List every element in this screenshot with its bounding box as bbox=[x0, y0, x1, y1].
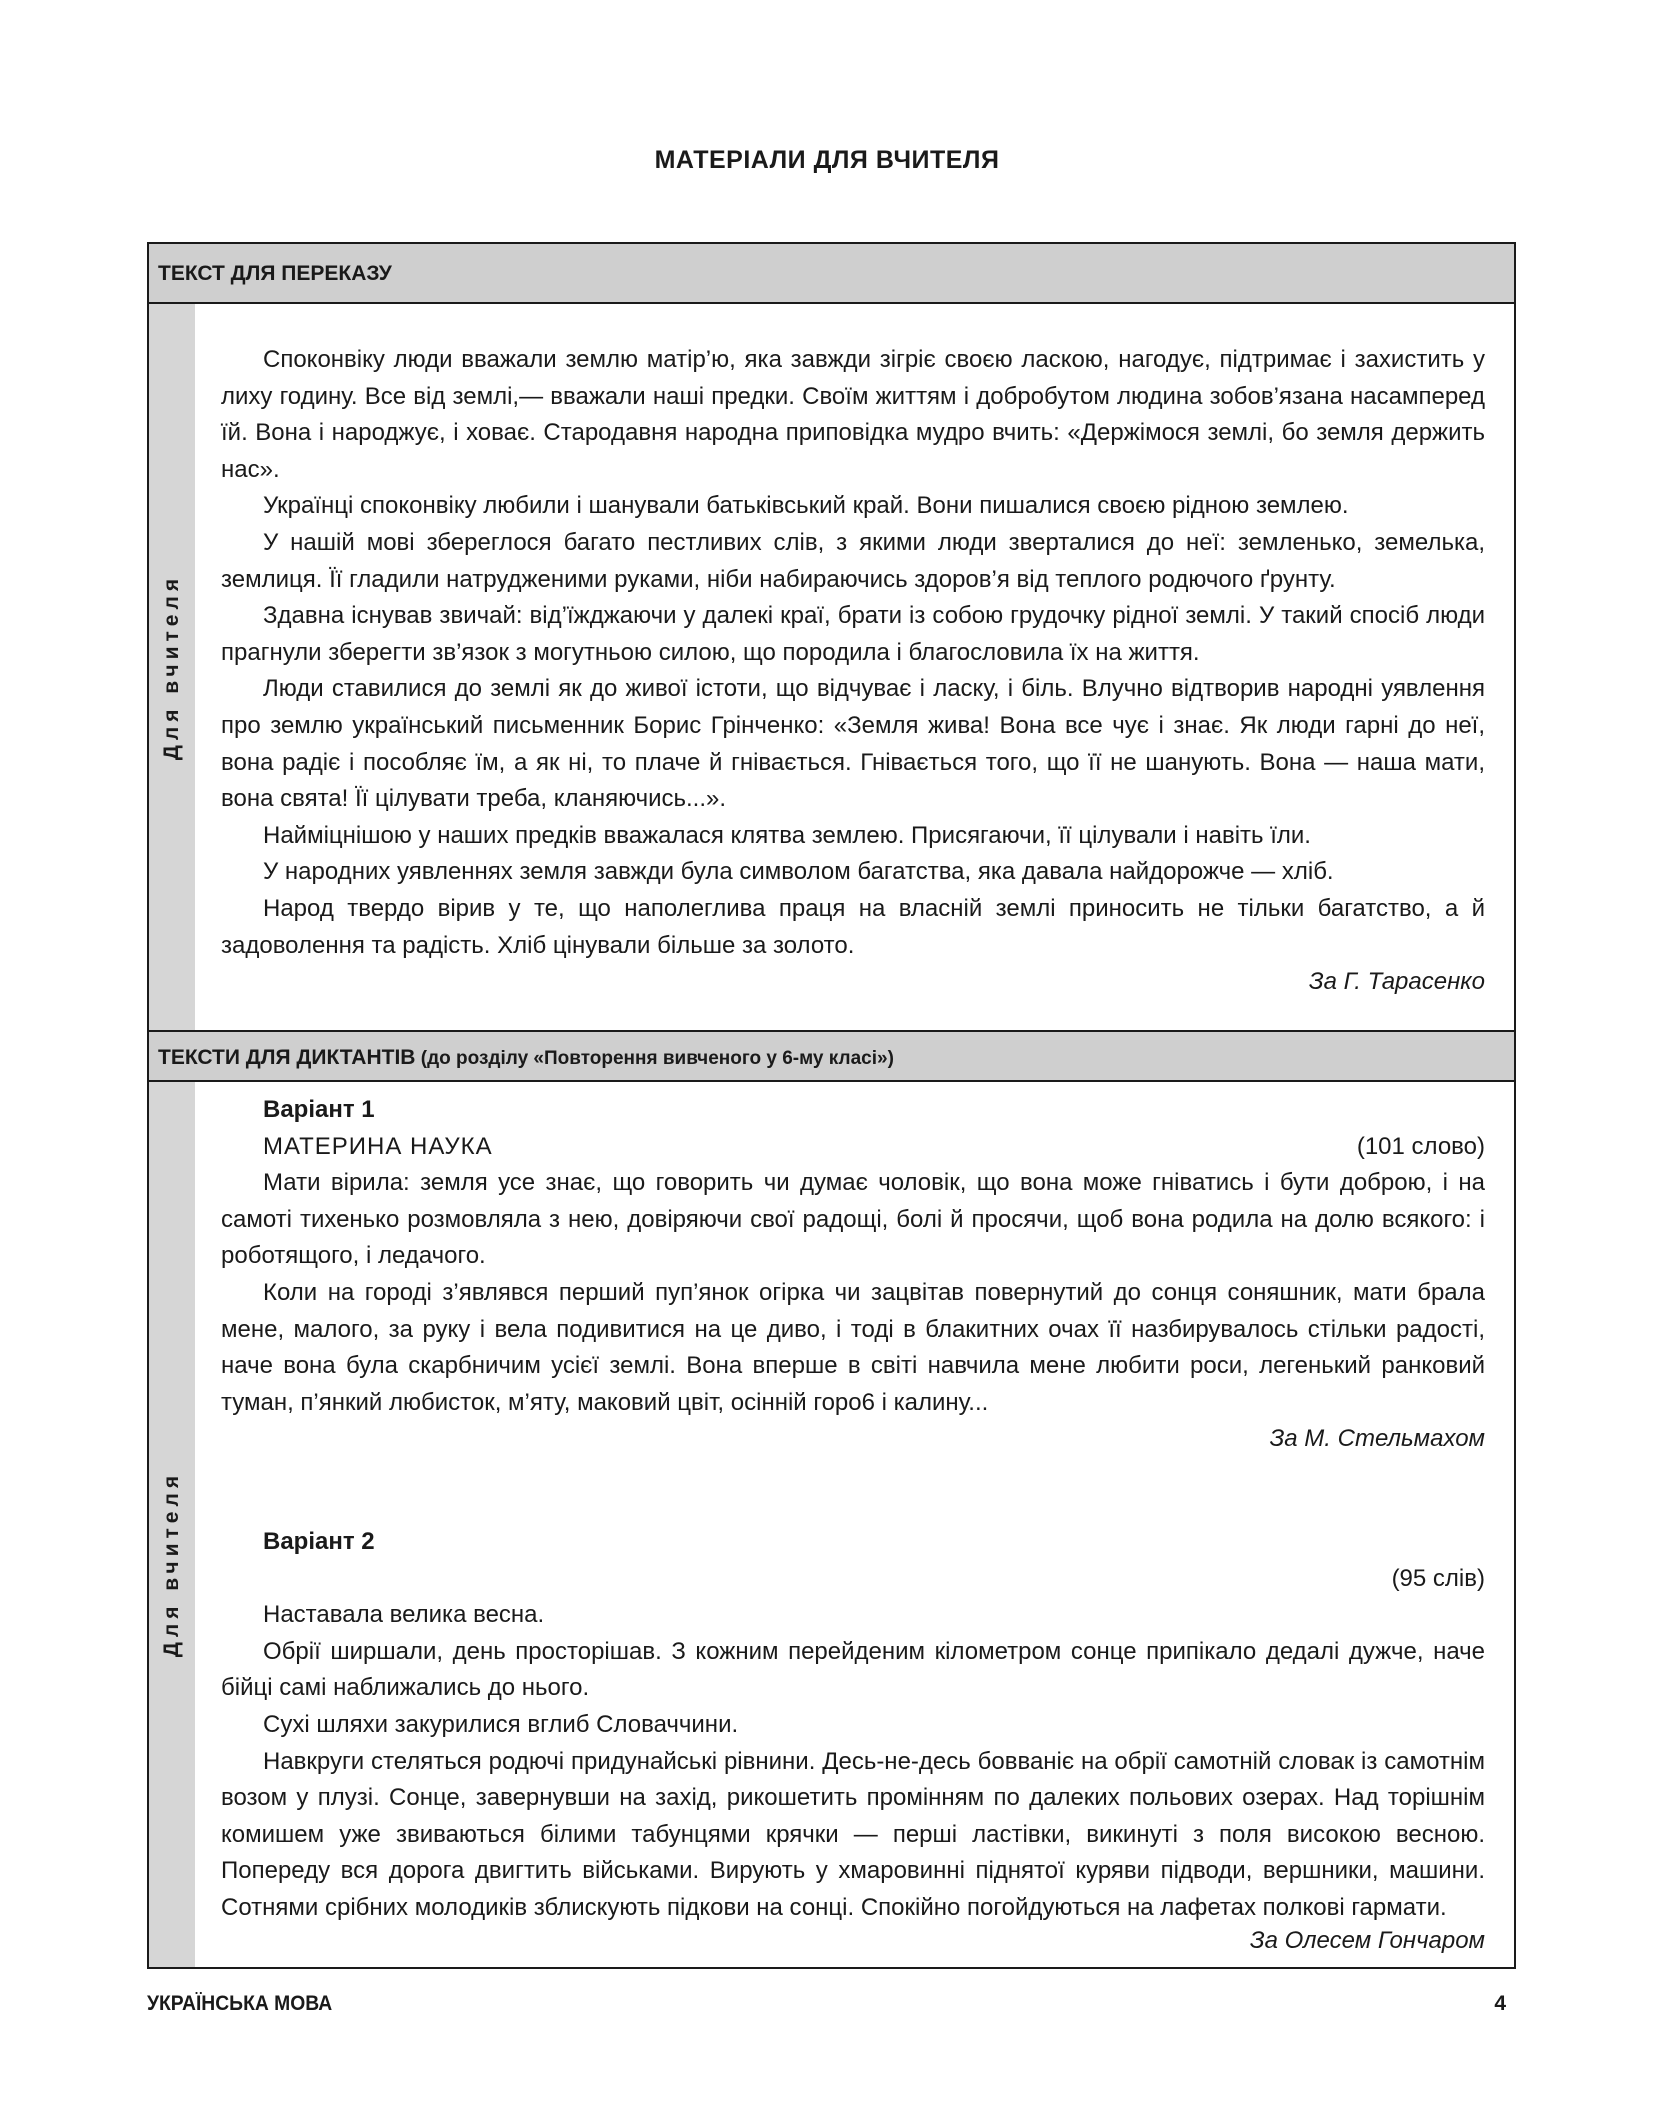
retelling-side-label: Для вчителя bbox=[160, 573, 183, 761]
variant2-paragraph: Наставала велика весна. bbox=[263, 1601, 545, 1629]
page-number: 4 bbox=[1494, 1992, 1506, 2015]
variant2-block bbox=[221, 1524, 1485, 1959]
dictations-header-title: ТЕКСТИ ДЛЯ ДИКТАНТІВ bbox=[158, 1046, 416, 1069]
variant2-paragraph: Навкруги стеляться родючі придунайські рівнини. Десь-не-десь бовваніє на обрії самотній словак із самотнім возом у плузі. Сонце, завернувши на захід, рикошетить промінням по далеких польових озерах. Над торішнім комишем уже звиваються білими табунцями крячки — перші ластівки, викинуті з поля високою весною. Попереду вся дорога двигтить військами. Вирують у хмаровинні піднятої куряви підводи, вершники, машини. Сотнями срібних молодиків зблискують підкови на сонці. Спокійно погойдуються на лафетах полкові гармати. bbox=[221, 1747, 1485, 1921]
dictations-side-strip bbox=[149, 1082, 195, 1967]
variant2-paragraph: Сухі шляхи закурилися вглиб Словаччини. bbox=[263, 1710, 739, 1738]
dictations-body bbox=[195, 1082, 1514, 1967]
dictations-header-subtitle: (до розділу «Повторення вивченого у 6-му класі») bbox=[415, 1048, 894, 1069]
retelling-section bbox=[149, 244, 1514, 1030]
retelling-paragraph: Наймiцнішою у наших предків вважалася клятва землею. Присягаючи, її цілували і навіть їли. bbox=[263, 821, 1311, 849]
variant2-label: Варіант 2 bbox=[263, 1528, 375, 1555]
variant2-paragraph: Обрії ширшали, день просторішав. З кожним перейденим кілометром сонце припікало дедалі дужче, наче бійці самі наближались до нього. bbox=[221, 1637, 1485, 1702]
retelling-paragraph: Українці споконвіку любили і шанували батьківський край. Вони пишалися своєю рідною землею. bbox=[263, 492, 1349, 520]
variant1-label: Варіант 1 bbox=[263, 1096, 375, 1123]
variant1-paragraph: Мати вірила: земля усе знає, що говорить чи думає чоловік, що вона може гніватись і бути доброю, і на самоті тихенько розмовляла з нею, довіряючи свої радощі, болі й просячи, щоб вона родила на долю всякого: і роботящого, і ледачого. bbox=[221, 1169, 1485, 1270]
variant1-block bbox=[221, 1092, 1485, 1458]
retelling-paragraph: У народних уявленнях земля завжди була символом багатства, яка давала найдорожче — хліб. bbox=[263, 858, 1334, 886]
variant1-title-row bbox=[221, 1129, 1485, 1166]
footer-subject: УКРАЇНСЬКА МОВА bbox=[147, 1992, 333, 2015]
variant2-attribution: За Олесем Гончаром bbox=[1249, 1926, 1485, 1954]
dictations-section bbox=[149, 1030, 1514, 1967]
variant1-paragraph: Коли на городі з’являвся перший пуп’янок огірка чи зацвітав повернутий до сонця соняшник, мати брала мене, малого, за руку і вела подивитися на це диво, і тоді в блакитних очах її назбирувалось стільки радості, наче вона була скарбничим усієї землі. Вона вперше в світі навчила мене любити роси, легенький ранковий туман, п’янкий любисток, м’яту, маковий цвіт, осінній горо6 і калину... bbox=[221, 1278, 1485, 1416]
retelling-paragraph: Здавна існував звичай: від’їжджаючи у далекі краї, брати із собою грудочку рідної землі. У такий спосіб люди прагнули зберегти зв’язок з могутньою силою, що породила і благословила їх на життя. bbox=[221, 602, 1485, 666]
dictations-section-header bbox=[149, 1030, 1514, 1082]
variant1-title: МАТЕРИНА НАУКА bbox=[263, 1132, 493, 1160]
retelling-attribution: За Г. Тарасенко bbox=[1308, 968, 1485, 996]
retelling-body bbox=[195, 304, 1514, 1030]
retelling-side-strip bbox=[149, 304, 195, 1030]
retelling-paragraph: Люди ставилися до землі як до живої істоти, що відчуває і ласку, і біль. Влучно відтворив народні уявлення про землю український письменник Борис Грінченко: «Земля жива! Вона все чує і знає. Як люди гарні до неї, вона радіє і пособляє їм, а як ні, то плаче й гнівається. Гнівається того, що її не шанують. Вона — наша мати, вона свята! Її цілувати треба, кланяючись...». bbox=[221, 675, 1485, 813]
retelling-paragraph: Народ твердо вірив у те, що наполеглива праця на власній землі приносить не тільки багатство, а й задоволення та радість. Хліб цінували більше за золото. bbox=[221, 894, 1485, 959]
page-title: МАТЕРІАЛИ ДЛЯ ВЧИТЕЛЯ bbox=[654, 146, 1000, 174]
retelling-paragraph: Споконвіку люди вважали землю матір’ю, яка завжди зігріє своєю ласкою, нагодує, підтримає і захистить у лиху годину. Все від землі,— вважали наші предки. Своїм життям і добробутом людина зобов’язана насамперед їй. Вона і народжує, і ховає. Стародавня народна приповідка мудро вчить: «Держімося землі, бо земля держить нас». bbox=[221, 346, 1485, 483]
retelling-paragraph: У нашій мові збереглося багато пестливих слів, з якими люди зверталися до неї: земленько, земелька, землиця. Її гладили натрудженими руками, ніби набираючись здоров’я від теплого родючого ґрунту. bbox=[221, 528, 1485, 593]
variant1-word-count: (101 слово) bbox=[1356, 1132, 1485, 1160]
variant1-attribution: За М. Стельмахом bbox=[1269, 1425, 1485, 1453]
retelling-section-header: ТЕКСТ ДЛЯ ПЕРЕКАЗУ bbox=[149, 244, 1514, 304]
teacher-materials-frame bbox=[147, 242, 1516, 1969]
retelling-text bbox=[221, 342, 1485, 1001]
variant2-word-count: (95 слів) bbox=[1391, 1564, 1485, 1592]
dictations-side-label: Для вчителя bbox=[160, 1470, 183, 1658]
